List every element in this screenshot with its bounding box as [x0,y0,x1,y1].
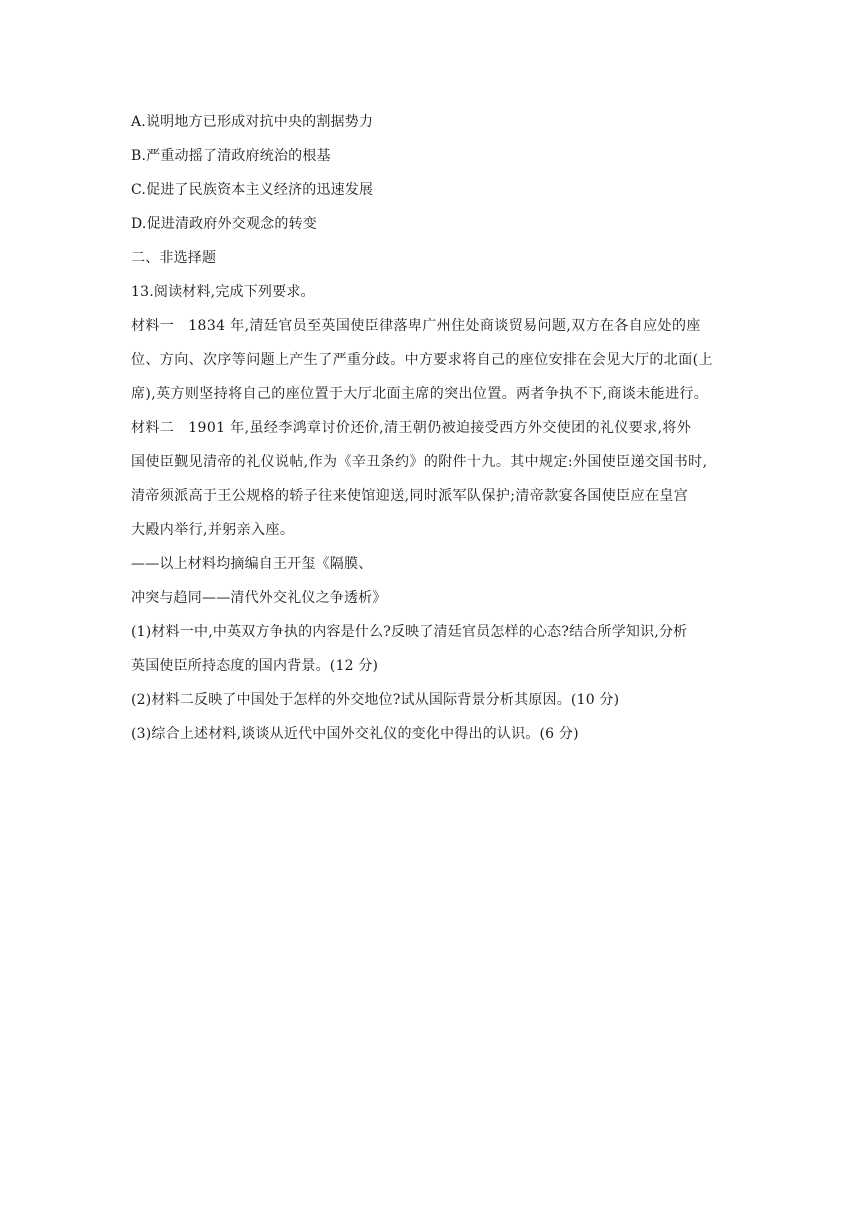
material-one-text-1: 1834 年,清廷官员至英国使臣律落卑广州住处商谈贸易问题,双方在各自应处的座 [188,318,701,334]
question-stem: 13.阅读材料,完成下列要求。 [131,284,315,300]
material-one-line-1 [131,309,731,343]
material-two-line-1 [131,411,731,445]
source-citation [131,547,731,615]
subquestion-1-line-2: 英国使臣所持态度的国内背景。(12 分) [131,658,379,674]
option-c: C.促进了民族资本主义经济的迅速发展 [131,182,374,198]
material-one-label: 材料一 [131,318,175,334]
material-one-line-2: 位、方向、次序等问题上产生了严重分歧。中方要求将自己的座位安排在会见大厅的北面(上 [131,352,713,368]
subquestion-1 [131,615,731,683]
source-line-2: 冲突与趋同——清代外交礼仪之争透析》 [131,590,387,606]
material-two-text-1: 1901 年,虽经李鸿章讨价还价,清王朝仍被迫接受西方外交使团的礼仪要求,将外 [188,420,692,436]
material-two-label: 材料二 [131,420,175,436]
subquestion-2: (2)材料二反映了中国处于怎样的外交地位?试从国际背景分析其原因。(10 分) [131,692,620,708]
material-two-line-3: 清帝须派高于王公规格的轿子往来使馆迎送,同时派军队保护;清帝款宴各国使臣应在皇宫 [131,488,689,504]
option-b: B.严重动摇了清政府统治的根基 [131,148,331,164]
material-one-line-3: 席),英方则坚持将自己的座位置于大厅北面主席的突出位置。两者争执不下,商谈未能进行。 [131,386,709,402]
option-a: A.说明地方已形成对抗中央的割据势力 [131,114,374,130]
option-d: D.促进清政府外交观念的转变 [131,216,317,232]
subquestion-3: (3)综合上述材料,谈谈从近代中国外交礼仪的变化中得出的认识。(6 分) [131,726,579,742]
subquestion-1-line-1: (1)材料一中,中英双方争执的内容是什么?反映了清廷官员怎样的心态?结合所学知识,分析 [131,624,688,640]
source-line-1: ——以上材料均摘编自王开玺《隔膜、 [131,556,373,572]
material-one [131,309,731,411]
section-title: 二、非选择题 [131,250,217,266]
material-two-line-2: 国使臣觐见清帝的礼仪说帖,作为《辛丑条约》的附件十九。其中规定:外国使臣递交国书时, [131,454,708,470]
material-two [131,411,731,547]
material-two-line-4: 大殿内举行,并躬亲入座。 [131,522,295,538]
exam-page [131,105,731,751]
